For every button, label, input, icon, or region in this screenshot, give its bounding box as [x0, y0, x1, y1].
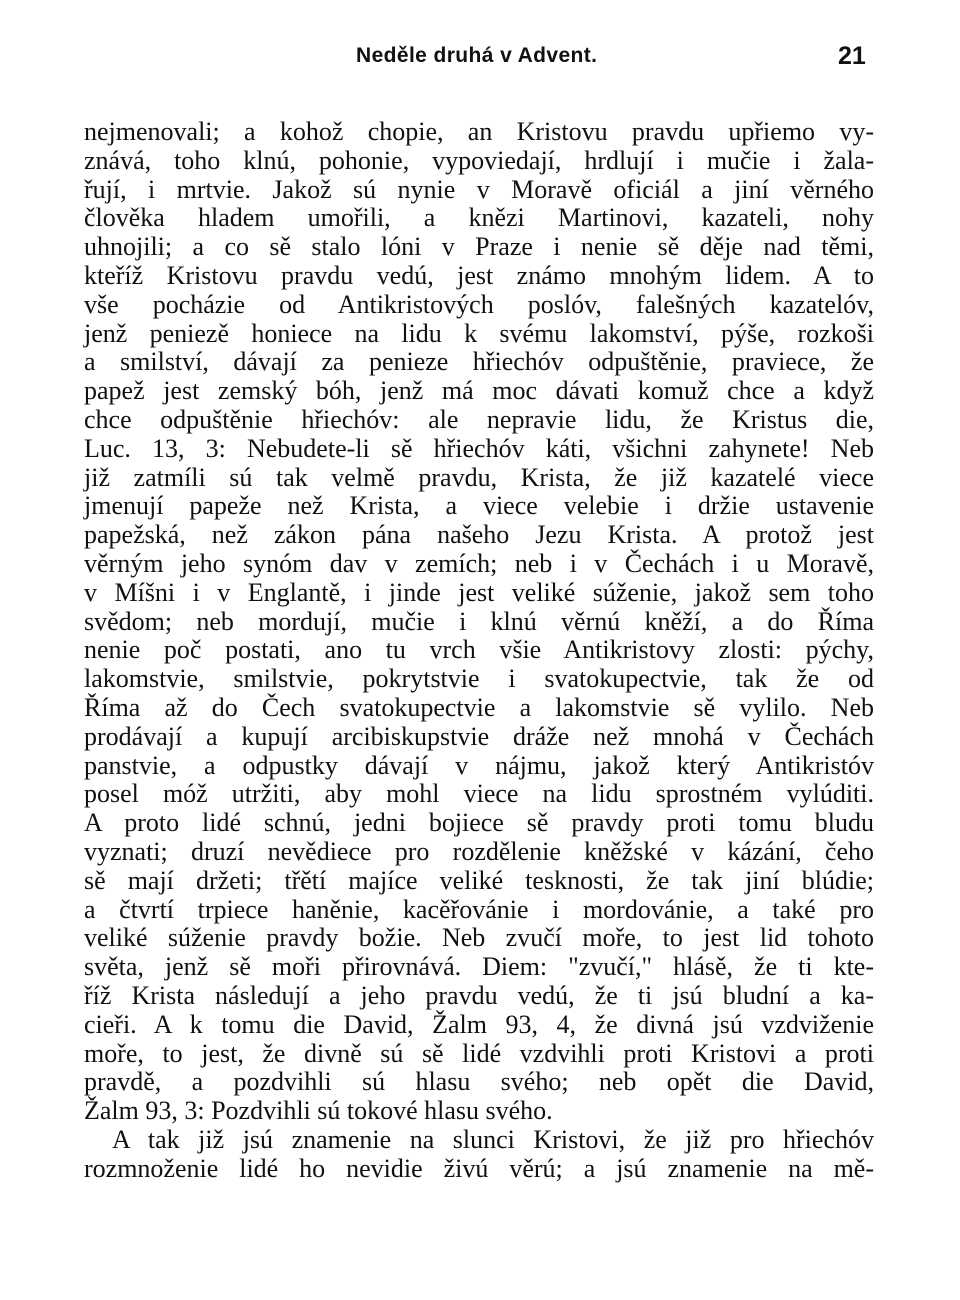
text-line: Žalm 93, 3: Pozdvihli sú tokové hlasu svého.: [84, 1096, 553, 1126]
text-line: nejmenovali; a kohož chopie, an Kristovu pravdu upřiemo vy-: [84, 117, 874, 146]
text-line: vše pocházie od Antikristových poslóv, falešných kazatelóv,: [84, 289, 874, 319]
text-line: Říma až do Čech svatokupectvie a lakomstvie sě vylilo. Neb: [84, 692, 874, 722]
text-line: říž Krista následují a jeho pravdu vedú, že ti jsú bludní a ka-: [84, 980, 874, 1010]
text-line: svědom; neb mordují, mučie i klnú věrnú kněží, a do Říma: [84, 606, 874, 636]
text-line: již zatmíli sú tak velmě pravdu, Krista, že již kazatelé viece: [84, 462, 874, 492]
text-line: chce odpuštěnie hřiechóv: ale nepravie lidu, že Kristus die,: [84, 404, 874, 434]
text-line: papež jest zemský bóh, jenž má moc dávati komuž chce a když: [84, 376, 874, 406]
page-number: 21: [838, 42, 866, 70]
text-line: nenie poč postati, ano tu vrch všie Antikristovy zlosti: pýchy,: [84, 635, 874, 665]
text-line: lakomstvie, smilstvie, pokrytstvie i svatokupectvie, tak že od: [84, 664, 874, 694]
text-line: moře, to jest, že divně sú sě lidé vzdvihli proti Kristovi a proti: [84, 1038, 874, 1068]
text-line: prodávají a kupují arcibiskupstvie dráže než mnohá v Čechách: [84, 721, 874, 751]
running-head-title: Neděle druhá v Advent.: [356, 44, 598, 67]
text-line: jenž peniezě honiece na lidu k svému lakomství, pýše, rozkoši: [84, 318, 874, 348]
body-text: [84, 118, 874, 1183]
text-line: uhnojili; a co sě stalo lóni v Praze i nenie sě děje nad těmi,: [84, 232, 874, 262]
text-line: sě mají držeti; třětí majíce veliké tesknosti, že tak jiní blúdie;: [84, 865, 874, 895]
text-line: vyznati; druzí nevědiece pro rozdělenie kněžské v kázání, čeho: [84, 836, 874, 866]
text-line: papežská, než zákon pána našeho Jezu Krista. A protož jest: [84, 520, 874, 550]
text-line: posel móž utržiti, aby mohl viece na lidu sprostném vylúditi.: [84, 779, 874, 809]
text-line: řují, i mrtvie. Jakož sú nynie v Moravě oficiál a jiní věrného: [84, 174, 874, 204]
text-line: rozmnoženie lidé ho nevidie živú věrú; a jsú znamenie na mě-: [84, 1153, 874, 1183]
text-line: v Míšni i v Englantě, i jinde jest veliké súženie, jakož sem toho: [84, 577, 874, 607]
text-line: a čtvrtí trpiece haněnie, kacěřovánie i mordovánie, a také pro: [84, 894, 874, 924]
text-line: pravdě, a pozdvihli sú hlasu svého; neb opět die David,: [84, 1067, 874, 1097]
text-line: věrným jeho synóm dav v zemích; neb i v Čechách i u Moravě,: [84, 548, 874, 578]
text-line: Luc. 13, 3: Nebudete-li sě hřiechóv káti, všichni zahynete! Neb: [84, 433, 874, 463]
text-line: A proto lidé schnú, jedni bojiece sě pravdy proti tomu bludu: [84, 808, 874, 838]
text-line: veliké súženie pravdy božie. Neb zvučí moře, to jest lid tohoto: [84, 923, 874, 953]
text-line: A tak již jsú znamenie na slunci Kristovi, že již pro hřiechóv: [112, 1124, 874, 1154]
text-line: světa, jenž sě moři přirovnává. Diem: "zvučí," hlásě, že ti kte-: [84, 952, 874, 982]
text-line: panstvie, a odpustky dávají v nájmu, jakož který Antikristóv: [84, 750, 874, 780]
text-line: jmenují papeže než Krista, a viece velebie i držie ustavenie: [84, 491, 874, 521]
text-line: znává, toho klnú, pohonie, vypoviedají, hrdlují i mučie i žala-: [84, 145, 874, 175]
text-line: cieři. A k tomu die David, Žalm 93, 4, že divná jsú vzdviženie: [84, 1009, 874, 1039]
text-line: a smilství, dávají za penieze hřiechóv odpuštěnie, praviece, že: [84, 347, 874, 377]
text-line: kteříž Kristovu pravdu vedú, jest známo mnohým lidem. A to: [84, 260, 874, 290]
text-line: člověka hladem umořili, a knězi Martinovi, kazateli, nohy: [84, 203, 874, 233]
